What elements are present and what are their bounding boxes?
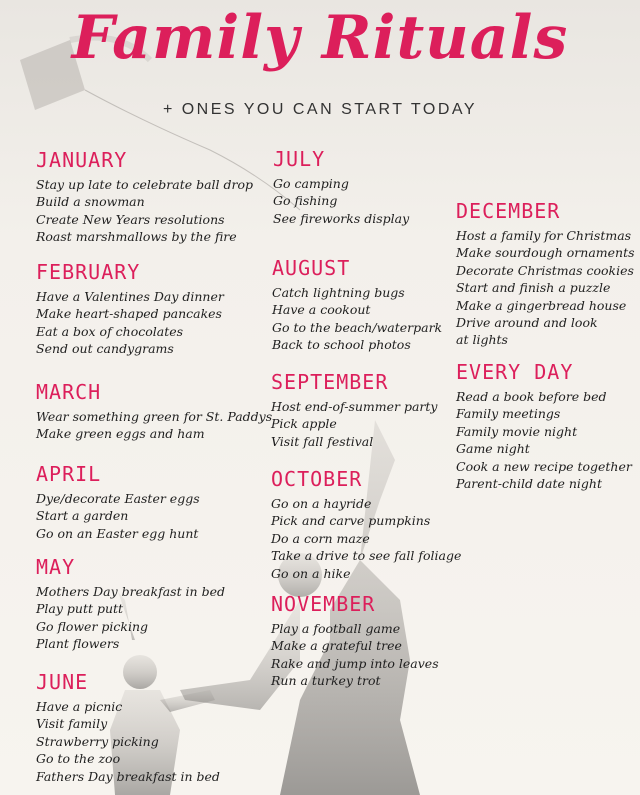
list-item: Make heart-shaped pancakes: [36, 306, 222, 322]
month-heading: FEBRUARY: [36, 260, 141, 284]
list-item: Game night: [456, 441, 530, 457]
list-item: Go on an Easter egg hunt: [36, 525, 199, 541]
section-every-day: [456, 360, 632, 492]
list-item: Have a Valentines Day dinner: [36, 289, 224, 304]
month-heading: JANUARY: [36, 148, 128, 172]
list-item: Family meetings: [456, 406, 561, 422]
list-item: Read a book before bed: [456, 389, 607, 404]
list-item: Family movie night: [456, 423, 578, 439]
list-item: Make a grateful tree: [271, 638, 402, 654]
ritual-list: [456, 227, 635, 349]
ritual-list: [36, 408, 272, 443]
section-december: [456, 199, 635, 349]
section-april: [36, 462, 200, 542]
list-item: Do a corn maze: [271, 530, 370, 546]
list-item: Go on a hike: [271, 565, 351, 581]
list-item: Cook a new recipe together: [456, 458, 632, 474]
list-item: Fathers Day breakfast in bed: [36, 768, 220, 784]
list-item: Make a gingerbread house: [456, 297, 627, 313]
list-item: Roast marshmallows by the fire: [36, 229, 237, 245]
list-item: Strawberry picking: [36, 733, 159, 749]
section-january: [36, 148, 253, 246]
ritual-list: [36, 176, 253, 246]
month-heading: NOVEMBER: [271, 592, 376, 616]
poster-subtitle: + ONES YOU CAN START TODAY: [162, 101, 478, 118]
month-heading: EVERY DAY: [456, 360, 574, 384]
list-item: Decorate Christmas cookies: [456, 262, 634, 278]
ritual-list: [36, 698, 220, 785]
month-heading: SEPTEMBER: [271, 370, 389, 394]
list-item: Have a cookout: [272, 302, 371, 318]
ritual-list: [272, 284, 442, 354]
section-march: [36, 380, 272, 443]
list-item: Make green eggs and ham: [36, 426, 205, 442]
list-item: Dye/decorate Easter eggs: [36, 491, 200, 506]
list-item: Host end-of-summer party: [271, 399, 438, 414]
section-october: [271, 467, 461, 582]
section-august: [272, 256, 442, 354]
list-item: Eat a box of chocolates: [36, 323, 184, 339]
list-item: Send out candygrams: [36, 341, 174, 357]
list-item: at lights: [456, 332, 508, 348]
list-item: Visit fall festival: [271, 433, 374, 449]
month-heading: JUNE: [36, 670, 89, 694]
month-heading: JULY: [273, 147, 326, 171]
section-november: [271, 592, 439, 690]
list-item: Pick apple: [271, 416, 337, 432]
month-heading: DECEMBER: [456, 199, 561, 223]
ritual-list: [36, 288, 224, 358]
month-heading: MARCH: [36, 380, 102, 404]
section-february: [36, 260, 224, 358]
list-item: Pick and carve pumpkins: [271, 513, 431, 529]
list-item: Go to the zoo: [36, 751, 121, 767]
list-item: Parent-child date night: [456, 476, 602, 492]
list-item: Wear something green for St. Paddys: [36, 409, 273, 424]
ritual-list: [273, 175, 409, 227]
month-heading: APRIL: [36, 462, 102, 486]
list-item: Play a football game: [271, 621, 401, 636]
month-heading: AUGUST: [272, 256, 351, 280]
list-item: Host a family for Christmas: [456, 228, 632, 243]
list-item: Rake and jump into leaves: [271, 655, 439, 671]
month-heading: MAY: [36, 555, 76, 579]
ritual-list: [36, 583, 225, 653]
section-september: [271, 370, 437, 450]
section-july: [273, 147, 409, 227]
list-item: Start a garden: [36, 508, 129, 524]
list-item: Start and finish a puzzle: [456, 280, 611, 296]
list-item: Take a drive to see fall foliage: [271, 548, 462, 564]
list-item: Play putt putt: [36, 601, 124, 617]
list-item: Back to school photos: [272, 337, 411, 353]
month-heading: OCTOBER: [271, 467, 363, 491]
list-item: Visit family: [36, 716, 108, 732]
section-june: [36, 670, 220, 785]
section-may: [36, 555, 225, 653]
list-item: Catch lightning bugs: [272, 285, 405, 300]
ritual-list: [271, 495, 461, 582]
list-item: Run a turkey trot: [271, 673, 381, 689]
list-item: Mothers Day breakfast in bed: [36, 584, 225, 599]
list-item: Go to the beach/waterpark: [272, 319, 443, 335]
poster-title: Family Rituals: [71, 3, 569, 73]
list-item: Have a picnic: [36, 699, 123, 714]
list-item: Build a snowman: [36, 194, 145, 210]
list-item: Drive around and look: [456, 315, 598, 331]
list-item: Go flower picking: [36, 618, 149, 634]
list-item: Go on a hayride: [271, 496, 372, 511]
list-item: Make sourdough ornaments: [456, 245, 635, 261]
list-item: See fireworks display: [273, 210, 410, 226]
ritual-list: [456, 388, 632, 492]
list-item: Go fishing: [273, 193, 338, 209]
list-item: Plant flowers: [36, 636, 120, 652]
ritual-list: [271, 620, 439, 690]
ritual-list: [36, 490, 200, 542]
list-item: Create New Years resolutions: [36, 211, 225, 227]
list-item: Stay up late to celebrate ball drop: [36, 177, 254, 192]
ritual-list: [271, 398, 437, 450]
list-item: Go camping: [273, 176, 349, 191]
